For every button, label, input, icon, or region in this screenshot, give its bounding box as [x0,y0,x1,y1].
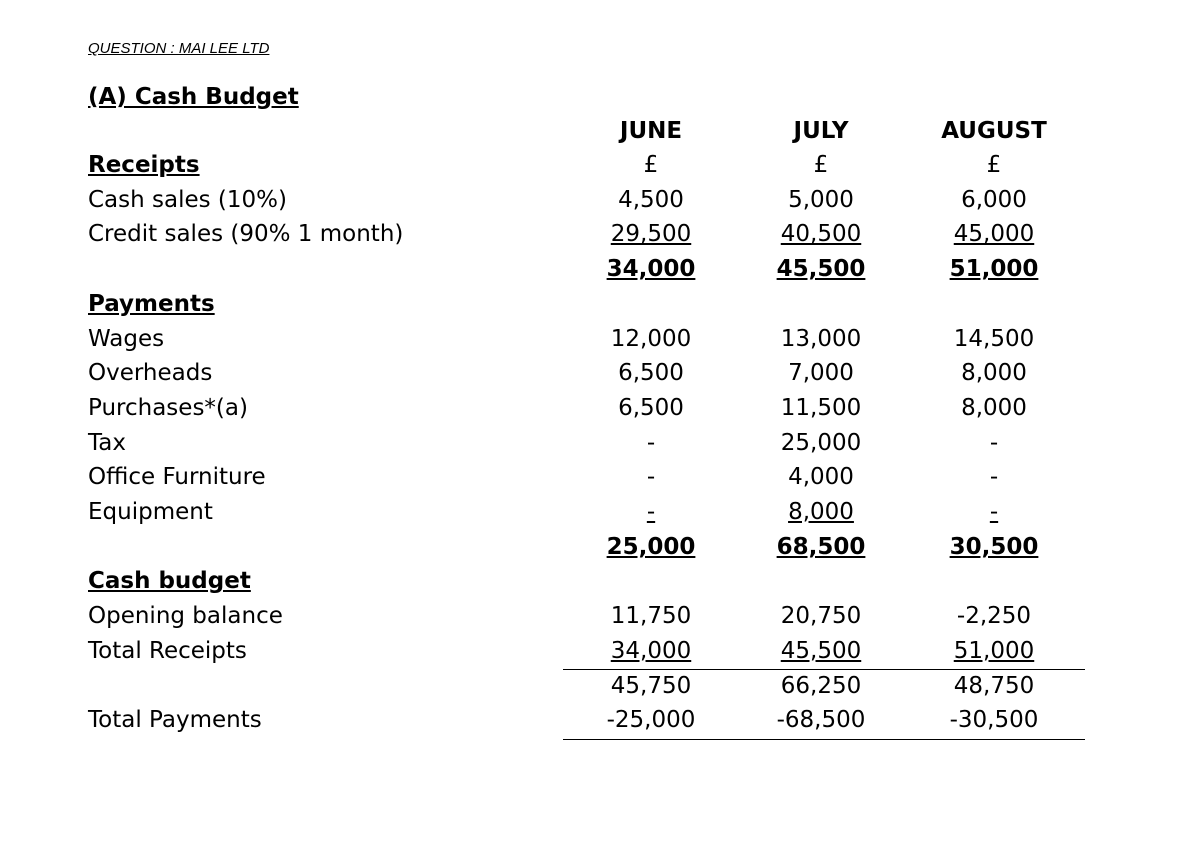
table-cell: - [989,464,999,491]
table-cell: 6,500 [618,394,684,421]
row-label: Wages [88,325,165,352]
table-cell: -2,250 [956,603,1032,630]
table-cell: 34,000 [606,256,696,283]
table-row [0,357,1200,392]
table-cell: 45,000 [953,221,1035,248]
table-cell: -68,500 [776,707,866,734]
section-title: (A) Cash Budget [88,84,299,110]
table-cell: - [646,429,656,456]
table-cell: 66,250 [780,672,862,699]
table-cell: 6,500 [618,360,684,387]
table-cell: 4,500 [618,186,684,213]
row-label: Overheads [88,360,213,387]
table-cell: 11,500 [780,394,862,421]
table-cell: £ [986,152,1002,178]
table-cell: 4,000 [788,464,854,491]
table-row [0,496,1200,531]
section-heading: Payments [88,290,215,317]
table-cell: £ [813,152,829,178]
table-cell: 14,500 [953,325,1035,352]
table-cell: 11,750 [610,603,692,630]
table-row [0,704,1200,739]
table-cell: -25,000 [606,707,696,734]
table-cell: 6,000 [961,186,1027,213]
table-row [0,184,1200,219]
row-label: Total Receipts [88,637,247,664]
table-cell: £ [643,152,659,178]
table-cell: 68,500 [776,533,866,560]
table-cell: 48,750 [953,672,1035,699]
table-row [0,565,1200,600]
table-cell: 20,750 [780,603,862,630]
row-label: Equipment [88,499,213,525]
table-row [0,427,1200,462]
table-cell: 51,000 [949,256,1039,283]
table-row [0,531,1200,566]
table-cell: 8,000 [961,394,1027,421]
table-row [0,461,1200,496]
table-cell: 12,000 [610,325,692,352]
column-header-june: JUNE [619,118,683,144]
table-row [0,288,1200,323]
table-cell: 8,000 [961,360,1027,387]
table-cell: 8,000 [788,499,854,525]
row-label: Total Payments [88,707,262,734]
table-cell: 45,750 [610,672,692,699]
table-row [0,218,1200,253]
table-row [0,670,1200,705]
table-cell: - [989,499,999,525]
table-cell: 29,500 [610,221,692,248]
question-header: QUESTION : MAI LEE LTD [88,40,270,57]
table-cell: -30,500 [949,707,1039,734]
table-cell: 7,000 [788,360,854,387]
subtotal-rule [563,669,1085,670]
table-cell: 34,000 [610,637,692,664]
table-row [0,323,1200,358]
closing-rule [563,739,1085,740]
table-cell: 30,500 [949,533,1039,560]
row-label: Credit sales (90% 1 month) [88,221,404,248]
row-label: Tax [88,429,126,456]
row-label: Opening balance [88,603,283,630]
table-row [0,600,1200,635]
row-label: Office Furniture [88,464,266,491]
table-row [0,253,1200,288]
table-row [0,635,1200,670]
table-cell: 40,500 [780,221,862,248]
table-cell: 13,000 [780,325,862,352]
table-cell: 5,000 [788,186,854,213]
table-row [0,149,1200,184]
table-row [0,392,1200,427]
table-cell: 45,500 [776,256,866,283]
table-cell: - [646,464,656,491]
row-label: Purchases*(a) [88,394,248,421]
column-header-july: JULY [793,118,849,144]
table-cell: 25,000 [606,533,696,560]
table-cell: 45,500 [780,637,862,664]
table-cell: 25,000 [780,429,862,456]
row-label: Cash sales (10%) [88,186,288,213]
section-heading: Cash budget [88,568,251,595]
section-heading: Receipts [88,152,200,178]
table-cell: 51,000 [953,637,1035,664]
table-cell: - [989,429,999,456]
table-cell: - [646,499,656,525]
column-header-august: AUGUST [941,118,1047,144]
